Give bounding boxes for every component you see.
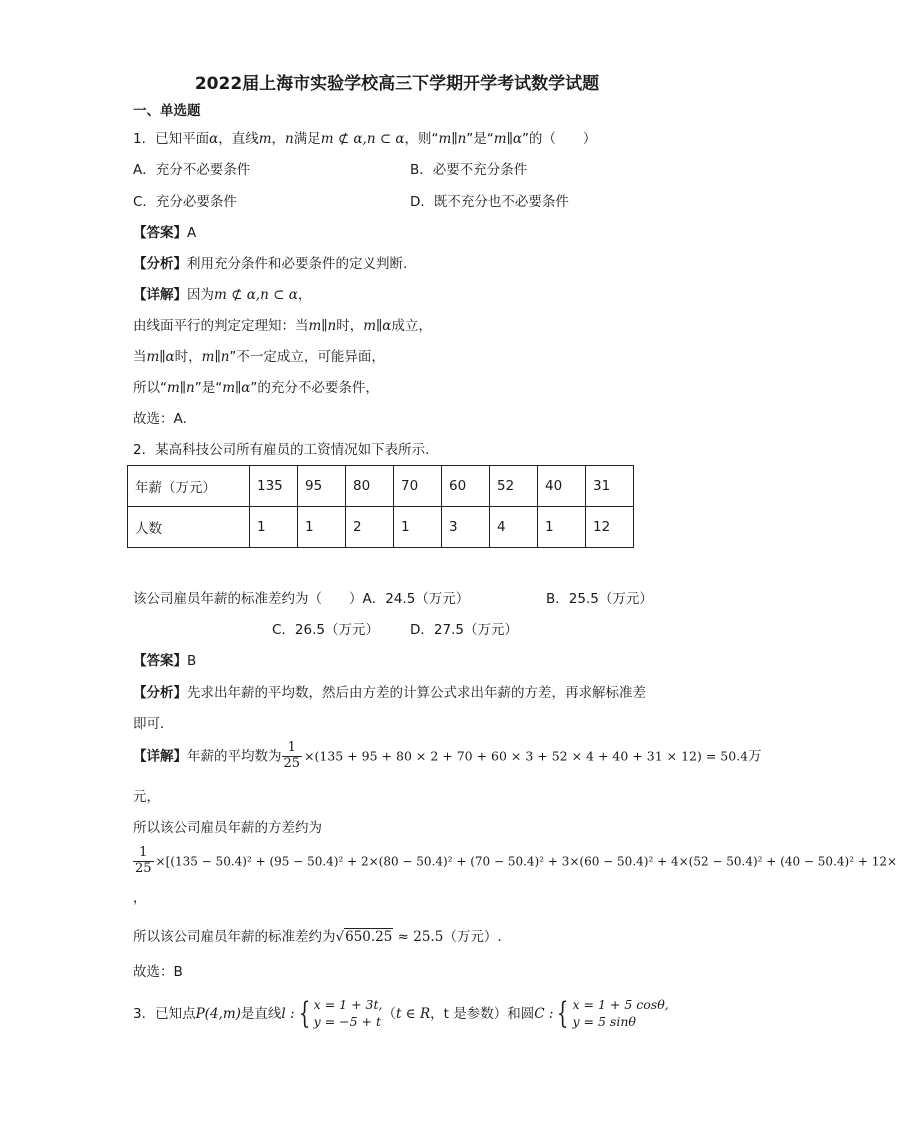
table-cell: 2	[346, 507, 394, 548]
q2-detail-unit: 元，	[133, 789, 160, 805]
table-cell: 135	[250, 466, 298, 507]
table-row	[128, 466, 634, 507]
q2-detail: 【详解】年薪的平均数为 $\frac{1}{25}$ ×(135 + 95 + 80 × 2 + 70 + 60 × 3 + 52 × 4 + 40 + 31 × 12) = 50.4万	[133, 740, 762, 771]
table-cell: 年薪（万元）	[128, 466, 250, 507]
section-heading: 一、单选题	[133, 103, 201, 119]
table-cell: 40	[538, 466, 586, 507]
q2-variance-formula: $\frac{1}{25}$ ×[(135 − 50.4)² + (95 − 50.4)² + 2×(80 − 50.4)² + (70 − 50.4)² + 3×(60 − 50.4)² + 4×(52 − 50.4)² + (40 − 50.4)² + 12×	[135, 845, 897, 876]
table-cell: 人数	[128, 507, 250, 548]
q2-variance-intro: 所以该公司雇员年薪的方差约为	[133, 820, 322, 836]
q2-answer: 【答案】B	[133, 653, 197, 669]
table-cell: 4	[490, 507, 538, 548]
table-cell: 1	[538, 507, 586, 548]
line-equation-system: x = 1 + 3t, y = −5 + t	[313, 997, 383, 1029]
table-cell: 60	[442, 466, 490, 507]
q1-conclusion: 故选：A.	[133, 411, 187, 427]
fraction: $\frac{1}{25}$	[283, 740, 301, 771]
q2-std: 所以该公司雇员年薪的标准差约为√650.25 ≈ 25.5（万元）.	[133, 929, 502, 945]
table-cell: 3	[442, 507, 490, 548]
q1-option-d: D．既不充分也不必要条件	[410, 194, 569, 210]
q1-detail-line4: 所以“m∥n”是“m∥α”的充分不必要条件，	[133, 380, 379, 396]
q2-question: 该公司雇员年薪的标准差约为（ ）A．24.5（万元）	[133, 591, 470, 607]
q1-option-c: C．充分必要条件	[133, 194, 237, 210]
table-cell: 95	[298, 466, 346, 507]
q2-analysis-line2: 即可．	[133, 716, 174, 732]
q3-stem: 3．已知点P(4,m)是直线l : { x = 1 + 3t, y = −5 + t （t ∈ R，t 是参数）和圆C : { x = 1 + 5 cosθ, y = 5 sinθ	[133, 995, 669, 1031]
q2-stem: 2．某高科技公司所有雇员的工资情况如下表所示．	[133, 442, 439, 458]
table-cell: 12	[586, 507, 634, 548]
q2-option-c: C．26.5（万元）	[272, 622, 379, 638]
salary-table	[127, 465, 634, 548]
brace: {	[298, 995, 310, 1031]
circle-equation-system: x = 1 + 5 cosθ, y = 5 sinθ	[572, 997, 669, 1029]
page-title: 2022届上海市实验学校高三下学期开学考试数学试题	[194, 74, 600, 94]
q2-variance-tail: ，	[133, 890, 147, 906]
table-cell: 1	[250, 507, 298, 548]
q1-option-b: B．必要不充分条件	[410, 162, 528, 178]
q1-answer: 【答案】A	[133, 225, 197, 241]
q1-detail-line3: 当m∥α时，m∥n”不一定成立，可能异面，	[133, 349, 385, 365]
q2-conclusion: 故选：B	[133, 964, 183, 980]
sqrt-expression: √650.25	[335, 929, 393, 945]
table-cell: 80	[346, 466, 394, 507]
q1-detail-line2: 由线面平行的判定定理知：当m∥n时，m∥α成立，	[133, 318, 432, 334]
table-cell: 31	[586, 466, 634, 507]
table-cell: 1	[298, 507, 346, 548]
q1-stem: 1．已知平面α，直线m，n满足m ⊄ α,n ⊂ α，则“m∥n”是“m∥α”的（ ）	[133, 131, 597, 147]
q1-option-a: A．充分不必要条件	[133, 162, 251, 178]
fraction: $\frac{1}{25}$	[135, 845, 152, 876]
table-row	[128, 507, 634, 548]
table-cell: 1	[394, 507, 442, 548]
q2-option-d: D．27.5（万元）	[410, 622, 518, 638]
q1-analysis: 【分析】利用充分条件和必要条件的定义判断.	[133, 256, 408, 272]
table-cell: 52	[490, 466, 538, 507]
q2-analysis: 【分析】先求出年薪的平均数，然后由方差的计算公式求出年薪的方差，再求解标准差	[133, 685, 646, 701]
q1-detail: 【详解】因为m ⊄ α,n ⊂ α，	[133, 287, 312, 303]
brace: {	[557, 995, 569, 1031]
table-cell: 70	[394, 466, 442, 507]
q2-option-b: B．25.5（万元）	[546, 591, 653, 607]
